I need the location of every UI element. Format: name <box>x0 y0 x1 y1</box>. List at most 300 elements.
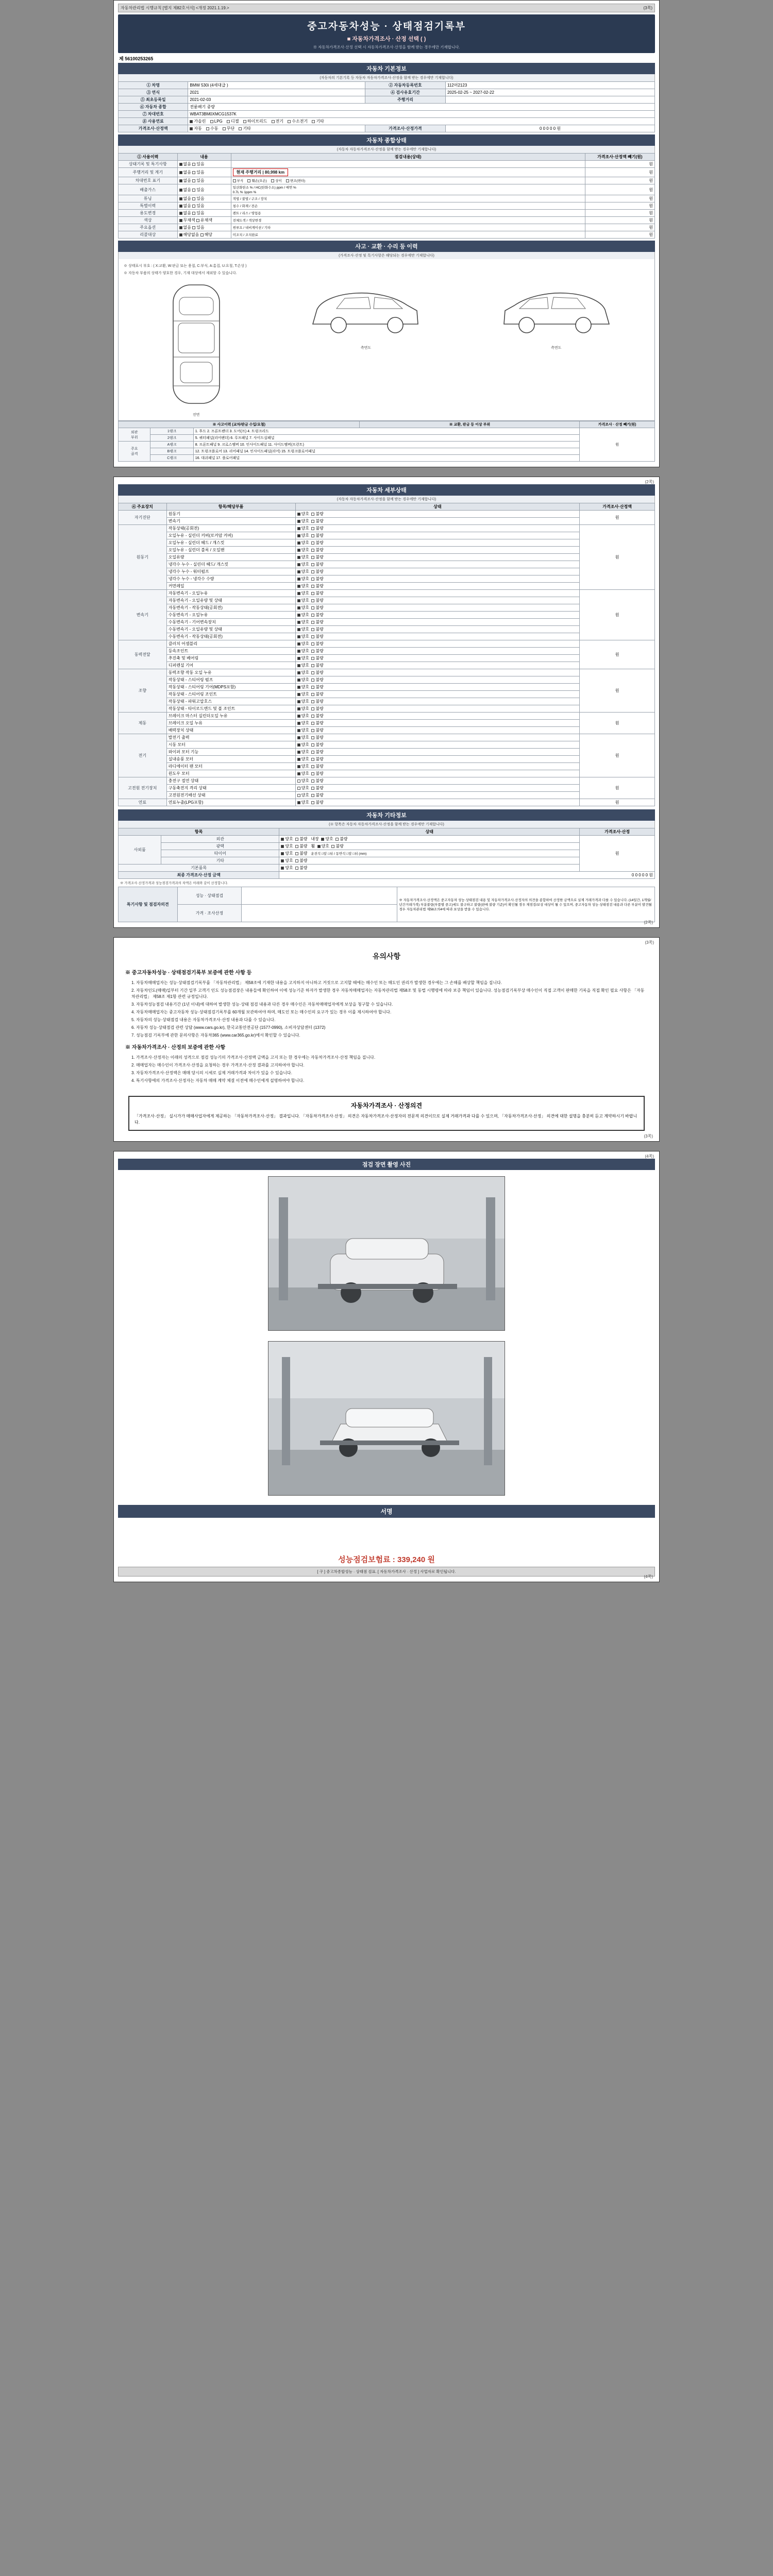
basic-value-vin: WBAT3BM0XMCG1537K <box>188 111 655 118</box>
transmission-option-manual[interactable]: 수동 <box>206 126 218 131</box>
accident-items-1: 1. 후드 2. 프론트팬더 3. 도어(프) 4. 트렁크리드 <box>193 428 580 435</box>
detail-state-3-2[interactable]: 양호 불량 <box>295 655 580 662</box>
table-row <box>119 865 655 872</box>
table-header-row <box>119 421 655 428</box>
detail-state-2-3[interactable]: 양호 불량 <box>295 612 580 619</box>
overall-row-detail-4: 적법 / 불법 / 구조 / 장치 <box>231 195 585 202</box>
accident-items-4: 12. 트렁크플로어 13. 리어패널 14. 인사이드패널(리어) 15. 트렁크플로어패널 <box>193 448 580 455</box>
section-header-accident: 사고 · 교환 · 수리 등 이력 <box>118 241 655 252</box>
overall-row-price-7: 원 <box>585 217 654 224</box>
basic-value-fuel <box>188 118 655 125</box>
table-row <box>119 734 655 741</box>
detail-item-6-1: 시동 모터 <box>166 741 295 749</box>
etc-col-item: 항목 <box>119 828 279 836</box>
detail-state-4-2[interactable]: 양호 불량 <box>295 684 580 691</box>
section-subnote-basic: (자동차의 기본기록 등 자동차 자동차가격조사·산정을 함께 받는 경우에만 기재합니다) <box>118 74 655 81</box>
table-row <box>119 184 655 195</box>
table-row <box>119 590 655 597</box>
detail-item-4-2: 작동상태 - 스티어링 기어(MDPS포함) <box>166 684 295 691</box>
overall-row-label-4: 튜닝 <box>119 195 178 202</box>
form-topbar <box>118 4 655 12</box>
table-row <box>119 669 655 676</box>
detail-group-4: 조향 <box>119 669 167 713</box>
overall-row-opts-6[interactable]: 없음 있음 <box>177 210 231 217</box>
table-row <box>119 713 655 720</box>
etc-state-polish[interactable]: 양호 불량 휠 양호 불량 <box>279 843 580 850</box>
detail-group-6: 전기 <box>119 734 167 777</box>
guarantee-title: 자동차가격조사 · 산정의견 <box>350 1102 423 1109</box>
overall-row-label-0: 상태기록 및 특기사항 <box>119 161 178 168</box>
detail-state-4-0[interactable]: 양호 불량 <box>295 669 580 676</box>
table-row <box>119 532 655 539</box>
accident-right-header: ※ 교환, 판금 등 이상 부위 <box>360 421 580 428</box>
car-side-caption-right: 측면도 <box>551 346 562 350</box>
detail-col-item: 항목/해당부품 <box>166 503 295 511</box>
detail-price-0: 원 <box>580 511 655 525</box>
guarantee-box <box>128 1096 645 1131</box>
car-side-diagram-left <box>307 280 425 350</box>
table-row <box>119 583 655 590</box>
document-footer: [ 구 ] 중고차종합성능 · 상태점 검표. [ 자동차가격조사 · 산정 ] 사업자로 확인됩니다. <box>118 1567 655 1577</box>
detail-group-7: 고전원 전기장치 <box>119 777 167 799</box>
table-row <box>119 756 655 763</box>
notice-item-2-3: 4. 특기사항에의 가격조사·산정자는 자동차 매매 계약 체결 이전에 매수인에게 설명하여야 합니다. <box>131 1078 305 1083</box>
fuel-option-electric[interactable]: 전기 <box>272 118 283 124</box>
overall-row-detail-2: 부식 훼손(오손) 상이 변조(변타) <box>231 177 585 184</box>
detail-state-0-0[interactable]: 양호 불량 <box>295 511 580 518</box>
detail-state-2-2[interactable]: 양호 불량 <box>295 604 580 612</box>
fuel-option-hydrogen[interactable]: 수소전기 <box>288 118 308 124</box>
basic-label-warranty: 가격조사·산정액 <box>119 125 188 132</box>
overall-row-price-1: 원 <box>585 168 654 177</box>
detail-state-3-3[interactable]: 양호 불량 <box>295 662 580 669</box>
table-row <box>119 691 655 698</box>
table-row <box>119 224 655 231</box>
remarks-row-value-1[interactable] <box>242 905 397 922</box>
sheet-4 <box>113 1151 660 1582</box>
table-row <box>119 850 655 857</box>
table-header-row <box>119 828 655 836</box>
detail-state-4-1[interactable]: 양호 불량 <box>295 676 580 684</box>
overall-row-label-2: 차대번호 표기 <box>119 177 178 184</box>
accident-level-1: 1랭크 <box>150 428 193 435</box>
detail-state-1-0[interactable]: 양호 불량 <box>295 525 580 532</box>
table-row <box>119 575 655 583</box>
car-front-caption: 전면 <box>192 413 200 417</box>
insurance-fee-label: 성능점검보험료 : <box>338 1555 395 1564</box>
overall-row-opts-8[interactable]: 없음 있음 <box>177 224 231 231</box>
inspection-photo-2[interactable] <box>268 1341 505 1496</box>
table-row <box>119 104 655 111</box>
overall-row-label-5: 특별이력 <box>119 202 178 210</box>
table-row <box>119 539 655 547</box>
basic-value-price: 0 0 0 0 0 원 <box>445 125 654 132</box>
notice-item-2-2: 3. 자동차가격조사·산정액은 매매 당시의 시세로 실제 거래가격과 차이가 있을 수 있습니다. <box>131 1071 292 1075</box>
detail-state-1-7[interactable]: 양호 불량 <box>295 575 580 583</box>
table-row <box>119 195 655 202</box>
basic-label-carname: ① 차명 <box>119 82 188 89</box>
etc-state-exterior[interactable]: 양호 불량 내장 양호 불량 <box>279 836 580 843</box>
detail-item-5-0: 브레이크 마스터 실린더오일 누유 <box>166 713 295 720</box>
table-row <box>119 89 655 96</box>
etc-group-label: 사외품 <box>119 836 161 865</box>
photo-lift-rear-icon <box>268 1342 505 1496</box>
detail-state-table <box>118 503 655 806</box>
section-header-etc: 자동차 기타정보 <box>118 809 655 821</box>
detail-item-3-1: 등속조인트 <box>166 648 295 655</box>
basic-value-firstreg: 2021-02-03 <box>188 96 365 104</box>
overall-row-price-4: 원 <box>585 195 654 202</box>
page-mark-3: (3쪽) <box>645 940 654 945</box>
detail-item-5-1: 브레이크 오일 누유 <box>166 720 295 727</box>
notice-section-1-title: ※ 중고자동차성능 · 상태점검기록부 보증에 관한 사항 등 <box>125 970 252 976</box>
table-row <box>119 799 655 806</box>
accident-left-header: ※ 사고이력 (교차/판금 수입/요철) <box>119 421 360 428</box>
guarantee-body: 「가격조사·산정」 실시가가 매매사업자에게 제공하는 「자동차가격조사·산정」 결과입니다. 「자동차가격조사·산정」 의견은 자동차가격조사·산정자의 전문적 의견이므로 실제 거래가격과 다를 수 있으며, 「자동차가격조사·산정」 의견에 대한 설명을 충분히 듣고 계약하시기 바랍니다. <box>135 1114 637 1125</box>
accident-level-c: C랭크 <box>150 455 193 462</box>
detail-state-6-0[interactable]: 양호 불량 <box>295 734 580 741</box>
detail-state-7-2[interactable]: 양호 불량 <box>295 792 580 799</box>
detail-state-4-4[interactable]: 양호 불량 <box>295 698 580 705</box>
table-row <box>119 785 655 792</box>
detail-item-2-6: 수동변속기 - 작동상태(공회전) <box>166 633 295 640</box>
overall-row-detail-7: 전체도색 / 색상변경 <box>231 217 585 224</box>
accident-items-5: 16. 대쉬패널 17. 플로어패널 <box>193 455 580 462</box>
document-title-bar <box>118 14 655 53</box>
detail-state-3-1[interactable]: 양호 불량 <box>295 648 580 655</box>
overall-row-label-8: 주요옵션 <box>119 224 178 231</box>
table-row <box>119 763 655 770</box>
basic-label-firstreg: ⑤ 최초등록일 <box>119 96 188 104</box>
table-row <box>119 96 655 104</box>
detail-state-4-5[interactable]: 양호 불량 <box>295 705 580 713</box>
table-row <box>119 111 655 118</box>
table-row <box>119 448 655 455</box>
detail-item-6-0: 발전기 출력 <box>166 734 295 741</box>
basic-value-year: 2021 <box>188 89 365 96</box>
etc-label-polish: 광택 <box>161 843 279 850</box>
accident-level-b: B랭크 <box>150 448 193 455</box>
detail-state-6-3[interactable]: 양호 불량 <box>295 756 580 763</box>
overall-row-opts-4[interactable]: 없음 있음 <box>177 195 231 202</box>
detail-item-2-0: 자동변속기 - 오일누유 <box>166 590 295 597</box>
overall-row-detail-0 <box>231 161 585 168</box>
table-row <box>119 82 655 89</box>
detail-item-2-2: 자동변속기 - 작동상태(공회전) <box>166 604 295 612</box>
transmission-option-cvt[interactable]: 무단 <box>223 126 234 131</box>
detail-state-1-2[interactable]: 양호 불량 <box>295 539 580 547</box>
transmission-option-etc[interactable]: 기타 <box>239 126 250 131</box>
detail-item-0-1: 변속기 <box>166 518 295 525</box>
detail-state-5-1[interactable]: 양호 불량 <box>295 720 580 727</box>
detail-item-2-4: 수동변속기 - 기어변속장치 <box>166 619 295 626</box>
detail-item-7-0: 충전구 절연 상태 <box>166 777 295 785</box>
etc-label-other: 기타 <box>161 857 279 865</box>
etc-state-tire[interactable]: 양호 불량 운전석 □앞 □뒤 / 동반석 □앞 □뒤 (mm) <box>279 850 580 857</box>
table-row <box>119 455 655 462</box>
overall-row-opts-2[interactable]: 없음 있음 <box>177 177 231 184</box>
overall-row-price-0: 원 <box>585 161 654 168</box>
overall-col-detail: 점검내용(상태) <box>231 154 585 161</box>
page-mark-4-bottom: (4쪽) <box>644 1574 653 1579</box>
etc-state-other[interactable]: 양호 불량 <box>279 857 580 865</box>
table-row <box>119 568 655 575</box>
basic-value-inspection: 2025-02-25 ~ 2027-02-22 <box>445 89 654 96</box>
table-row <box>119 727 655 734</box>
table-row <box>119 749 655 756</box>
car-side-caption-left: 측면도 <box>360 346 372 350</box>
detail-state-2-0[interactable]: 양호 불량 <box>295 590 580 597</box>
detail-state-1-1[interactable]: 양호 불량 <box>295 532 580 539</box>
basic-label-fuel: ⑧ 사용연료 <box>119 118 188 125</box>
etc-col-price: 가격조사·산정 <box>580 828 655 836</box>
accident-items-2: 5. 쿼터패널(리어팬더) 6. 루프패널 7. 사이드실패널 <box>193 435 580 442</box>
table-row <box>119 720 655 727</box>
accident-diagram <box>118 259 655 421</box>
detail-item-1-1: 오일누유 - 실린더 커버(로커암 커버) <box>166 532 295 539</box>
fuel-option-diesel[interactable]: 디젤 <box>227 118 239 124</box>
table-row <box>119 836 655 843</box>
overall-row-opts-1[interactable]: 없음 있음 <box>177 168 231 177</box>
basic-label-class: ⑥ 자동차 종합 <box>119 104 188 111</box>
inspection-photo-1[interactable] <box>268 1176 505 1331</box>
insurance-fee-line <box>118 1549 655 1567</box>
basic-value-plate: 112머2123 <box>445 82 654 89</box>
detail-price-7: 원 <box>580 777 655 799</box>
detail-col-state: 상태 <box>295 503 580 511</box>
detail-item-1-4: 오일유량 <box>166 554 295 561</box>
table-row <box>119 676 655 684</box>
page-title-note: ※ 자동차가격조사·산정 선택 시 자동차가격조사·산정을 함께 받는 경우에만 기재합니다. <box>313 45 460 49</box>
signature-box[interactable] <box>118 1518 655 1549</box>
section-subnote-overall: (자동차 자동차가격조사·산정을 함께 받는 경우에만 기재합니다) <box>118 146 655 153</box>
detail-item-3-3: 디퍼렌셜 기어 <box>166 662 295 669</box>
car-top-view-icon <box>158 280 235 409</box>
detail-state-1-8[interactable]: 양호 불량 <box>295 583 580 590</box>
table-row <box>119 698 655 705</box>
notice-item-1-5: 6. 자동차 성능·상태점검 관련 상담 (www.cars.go.kr), 한국교통안전공단 (1577-0990), 소비자상담센터 (1372) <box>131 1025 326 1030</box>
detail-state-1-4[interactable]: 양호 불량 <box>295 554 580 561</box>
table-row <box>119 435 655 442</box>
page-subtitle: ■ 자동차가격조사 · 산정 선택 ( ) <box>347 36 426 42</box>
detail-item-7-2: 고전원전기배선 상태 <box>166 792 295 799</box>
section-header-detail: 자동차 세부상태 <box>118 484 655 496</box>
basic-label-vin: ⑦ 차대번호 <box>119 111 188 118</box>
detail-state-3-0[interactable]: 양호 불량 <box>295 640 580 648</box>
detail-item-1-8: 커먼레일 <box>166 583 295 590</box>
detail-state-6-2[interactable]: 양호 불량 <box>295 749 580 756</box>
detail-state-8-0[interactable]: 양호 불량 <box>295 799 580 806</box>
detail-state-0-1[interactable]: 양호 불량 <box>295 518 580 525</box>
table-row <box>119 857 655 865</box>
accident-group-frame: 주요 골격 <box>119 442 150 462</box>
car-diagram-row <box>122 277 651 417</box>
detail-state-2-6[interactable]: 양호 불량 <box>295 633 580 640</box>
table-row <box>119 655 655 662</box>
etc-label-tire: 타이어 <box>161 850 279 857</box>
page-title: 중고자동차성능 · 상태점검기록부 <box>307 21 466 32</box>
detail-group-1: 원동기 <box>119 525 167 590</box>
basic-value-class: 전륜배기 중량 <box>188 104 655 111</box>
overall-row-opts-0[interactable]: 없음 있음 <box>177 161 231 168</box>
detail-state-1-5[interactable]: 양호 불량 <box>295 561 580 568</box>
page-mark-1: (3쪽) <box>643 6 652 10</box>
table-row <box>119 161 655 168</box>
detail-item-6-5: 윈도우 모터 <box>166 770 295 777</box>
table-row <box>119 619 655 626</box>
detail-group-8: 연료 <box>119 799 167 806</box>
table-row <box>119 684 655 691</box>
detail-price-2: 원 <box>580 590 655 640</box>
table-row <box>119 648 655 655</box>
detail-item-4-1: 작동상태 - 스티어링 펌프 <box>166 676 295 684</box>
table-row <box>119 217 655 224</box>
page-mark-4: (4쪽) <box>645 1154 654 1159</box>
detail-state-7-1[interactable]: 양호 불량 <box>295 785 580 792</box>
overall-row-price-8: 원 <box>585 224 654 231</box>
detail-item-4-3: 작동상태 - 스티어링 조인트 <box>166 691 295 698</box>
notice-section-2-title: ※ 자동차가격조사 · 산정의 보증에 관한 사항 <box>125 1045 226 1050</box>
detail-price-1: 원 <box>580 525 655 590</box>
table-row <box>119 202 655 210</box>
overall-row-label-6: 용도변경 <box>119 210 178 217</box>
table-row <box>119 843 655 850</box>
overall-row-detail-1: 현재 주행거리 | 80,998 km <box>231 168 585 177</box>
fuel-option-gasoline[interactable]: 가솔린 <box>190 118 206 124</box>
photo-gallery <box>118 1170 655 1502</box>
detail-state-2-4[interactable]: 양호 불량 <box>295 619 580 626</box>
overall-row-label-7: 색상 <box>119 217 178 224</box>
table-row <box>119 428 655 435</box>
table-row <box>119 511 655 518</box>
car-side-diagram-right <box>497 280 615 350</box>
overall-col-use: ① 사용이력 <box>119 154 178 161</box>
detail-col-price: 가격조사·산정액 <box>580 503 655 511</box>
fuel-option-hybrid[interactable]: 하이브리드 <box>243 118 267 124</box>
fuel-option-lpg[interactable]: LPG <box>210 119 223 124</box>
table-row <box>119 604 655 612</box>
notice-item-1-4: 5. 자동차의 성능·상태점검 내용은 자동차가격조사·산정 내용과 다를 수 있습니다. <box>131 1018 276 1022</box>
detail-state-6-4[interactable]: 양호 불량 <box>295 763 580 770</box>
table-row <box>119 777 655 785</box>
detail-item-0-0: 원동기 <box>166 511 295 518</box>
table-row <box>119 177 655 184</box>
overall-row-price-6: 원 <box>585 210 654 217</box>
overall-row-label-9: 리콜대상 <box>119 231 178 239</box>
detail-item-1-3: 오일누유 - 실린더 블록 / 오일팬 <box>166 547 295 554</box>
basic-label-plate: ② 자동차등록번호 <box>365 82 445 89</box>
insurance-fee-value: 339,240 원 <box>397 1555 435 1564</box>
detail-item-1-5: 냉각수 누수 - 실린더 헤드/ 개스킷 <box>166 561 295 568</box>
overall-row-price-2: 원 <box>585 177 654 184</box>
overall-col-price: 가격조사·산정액 빼기(원) <box>585 154 654 161</box>
basic-value-mileage <box>445 96 654 104</box>
accident-legend-2: ※ 자동차 부품의 상태가 양호한 경우, 기재 대상에서 제외할 수 있습니다. <box>124 272 237 275</box>
basic-label-year: ③ 연식 <box>119 89 188 96</box>
section-header-photos: 점검 장면 촬영 사진 <box>118 1159 655 1170</box>
detail-state-6-5[interactable]: 양호 불량 <box>295 770 580 777</box>
detail-state-5-2[interactable]: 양호 불량 <box>295 727 580 734</box>
etc-col-state: 상태 <box>279 828 580 836</box>
overall-row-label-3: 배출가스 <box>119 184 178 195</box>
table-row <box>119 118 655 125</box>
detail-item-5-2: 배력장치 상태 <box>166 727 295 734</box>
table-row <box>119 210 655 217</box>
detail-item-3-2: 추진축 및 베어링 <box>166 655 295 662</box>
detail-item-4-0: 동력조향 작동 오일 누유 <box>166 669 295 676</box>
notice-item-1-0: 1. 자동차매매업자는 성능·상태점검기록부를 「자동차관리법」 제58조에 기재한 내용을 고지하지 아니하고 거짓으로 고지할 때에는 매수인 또는 매도인 권리가 발생한 경우에는 그 손해를 배상할 책임을 집니다. <box>131 980 502 985</box>
table-row <box>119 518 655 525</box>
overall-row-opts-3[interactable]: 없음 있음 <box>177 184 231 195</box>
detail-price-4: 원 <box>580 669 655 713</box>
section-subnote-etc: (※ 항목은 자동차 자동차가격조사·산정을 함께 받는 경우에만 기재합니다) <box>118 821 655 828</box>
notice-item-1-3: 4. 자동차매매업자는 중고자동차 성능·상태점검기록부를 60개월 보관하여야 하며, 매도인 또는 매수인의 요구가 있는 경우 이를 제시하여야 합니다. <box>131 1010 392 1014</box>
notice-item-1-1: 2. 자동차인도(매매)일부터 기간 일부 고객기 인도 성능점검장은 내용들에 확인하여 이에 성능기준 하자가 발생한 경우 자동차매매업자는 자동차관리법 제58조 및 동법 시행령에 따라 보증 책임이 있습니다. 성능점검기록부상 매수인이 직접 고객이 판매한 기록을 직접 확인 필요 사항은 「자동차관리법」 제58조 제1항 관련 규정입니다. <box>131 988 645 999</box>
detail-price-3: 원 <box>580 640 655 669</box>
section-subnote-accident: (가격조사·산정 및 특기사항은 해당되는 경우에만 기재합니다) <box>118 252 655 259</box>
sheet-1 <box>113 0 660 467</box>
detail-state-4-3[interactable]: 양호 불량 <box>295 691 580 698</box>
detail-price-6: 원 <box>580 734 655 777</box>
etc-summary-note: ※ 가격조사·산정가격과 성능점검가격과의 차액은 아래와 같이 산정합니다. <box>120 882 228 885</box>
page-mark-2-bottom: (2쪽) <box>644 920 653 925</box>
detail-item-6-3: 실내송풍 모터 <box>166 756 295 763</box>
etc-summary-value: 0 0 0 0 0 원 <box>279 872 655 879</box>
overall-row-detail-5: 침수 / 화재 / 전손 <box>231 202 585 210</box>
sheet-2 <box>113 477 660 928</box>
accident-level-a: A랭크 <box>150 442 193 448</box>
table-row <box>119 741 655 749</box>
detail-state-5-0[interactable]: 양호 불량 <box>295 713 580 720</box>
remarks-note: ※ 자동차가격조사·산정액은 중고자동차 성능·상태점검 내용 및 자동차가격조사·산정자의 의견을 종합하여 산정한 금액으로 실제 거래가격과 다를 수 있습니다. (14일간, 1개월/년간거래가격) 부분불량(부품별 중고)에도 불구하고 불량(판매 불량 기준)이 확인될 경우 재점검/보상 대상이 될 수 있으며, 중고자동차 성능·상태점검 내용과 다른 부분이 발견될 경우 자동차관리법 제58조의4에 따라 보상을 받을 수 있습니다. <box>397 887 655 922</box>
table-row <box>119 547 655 554</box>
fuel-option-etc[interactable]: 기타 <box>312 118 324 124</box>
table-row <box>119 168 655 177</box>
overall-row-opts-9[interactable]: 해당없음 해당 <box>177 231 231 239</box>
detail-state-1-3[interactable]: 양호 불량 <box>295 547 580 554</box>
detail-item-6-2: 와이퍼 모터 기능 <box>166 749 295 756</box>
overall-row-detail-9: 미조치 / 조치완료 <box>231 231 585 239</box>
basic-label-inspection: ④ 검사유효기간 <box>365 89 445 96</box>
etc-table <box>118 828 655 879</box>
form-legal-ref: 자동차관리법 시행규칙 [별지 제82호서식] <개정 2021.1.19.> <box>121 6 229 10</box>
remarks-table <box>118 887 655 922</box>
table-row <box>119 887 655 905</box>
table-row <box>119 597 655 604</box>
overall-row-opts-7[interactable]: 무채색 유채색 <box>177 217 231 224</box>
detail-state-7-0[interactable]: 양호 불량 <box>295 777 580 785</box>
etc-state-basic[interactable]: 양호 불량 <box>279 865 580 872</box>
detail-state-2-1[interactable]: 양호 불량 <box>295 597 580 604</box>
signature-header: 서명 <box>118 1505 655 1518</box>
overall-row-opts-5[interactable]: 없음 있음 <box>177 202 231 210</box>
overall-row-detail-3: 일산화탄소 % / HC(탄화수소) ppm / 매연 % 0.7L % 1ppm % <box>231 184 585 195</box>
car-side-view-icon <box>307 280 425 342</box>
detail-state-1-6[interactable]: 양호 불량 <box>295 568 580 575</box>
detail-col-group: ④ 주요장치 <box>119 503 167 511</box>
table-row <box>119 872 655 879</box>
overall-row-label-1: 주행거리 및 계기 <box>119 168 178 177</box>
transmission-option-auto[interactable]: 자동 <box>190 126 201 131</box>
remarks-row-value-0[interactable] <box>242 887 397 905</box>
detail-item-3-0: 클러치 어셈블리 <box>166 640 295 648</box>
basic-label-mileage: 주행거리 <box>365 96 445 104</box>
page-mark-3-bottom: (3쪽) <box>644 1134 653 1139</box>
detail-state-6-1[interactable]: 양호 불량 <box>295 741 580 749</box>
detail-item-1-7: 냉각수 누수 - 냉각수 수량 <box>166 575 295 583</box>
overall-row-detail-6: 렌트 / 리스 / 영업용 <box>231 210 585 217</box>
detail-state-2-5[interactable]: 양호 불량 <box>295 626 580 633</box>
